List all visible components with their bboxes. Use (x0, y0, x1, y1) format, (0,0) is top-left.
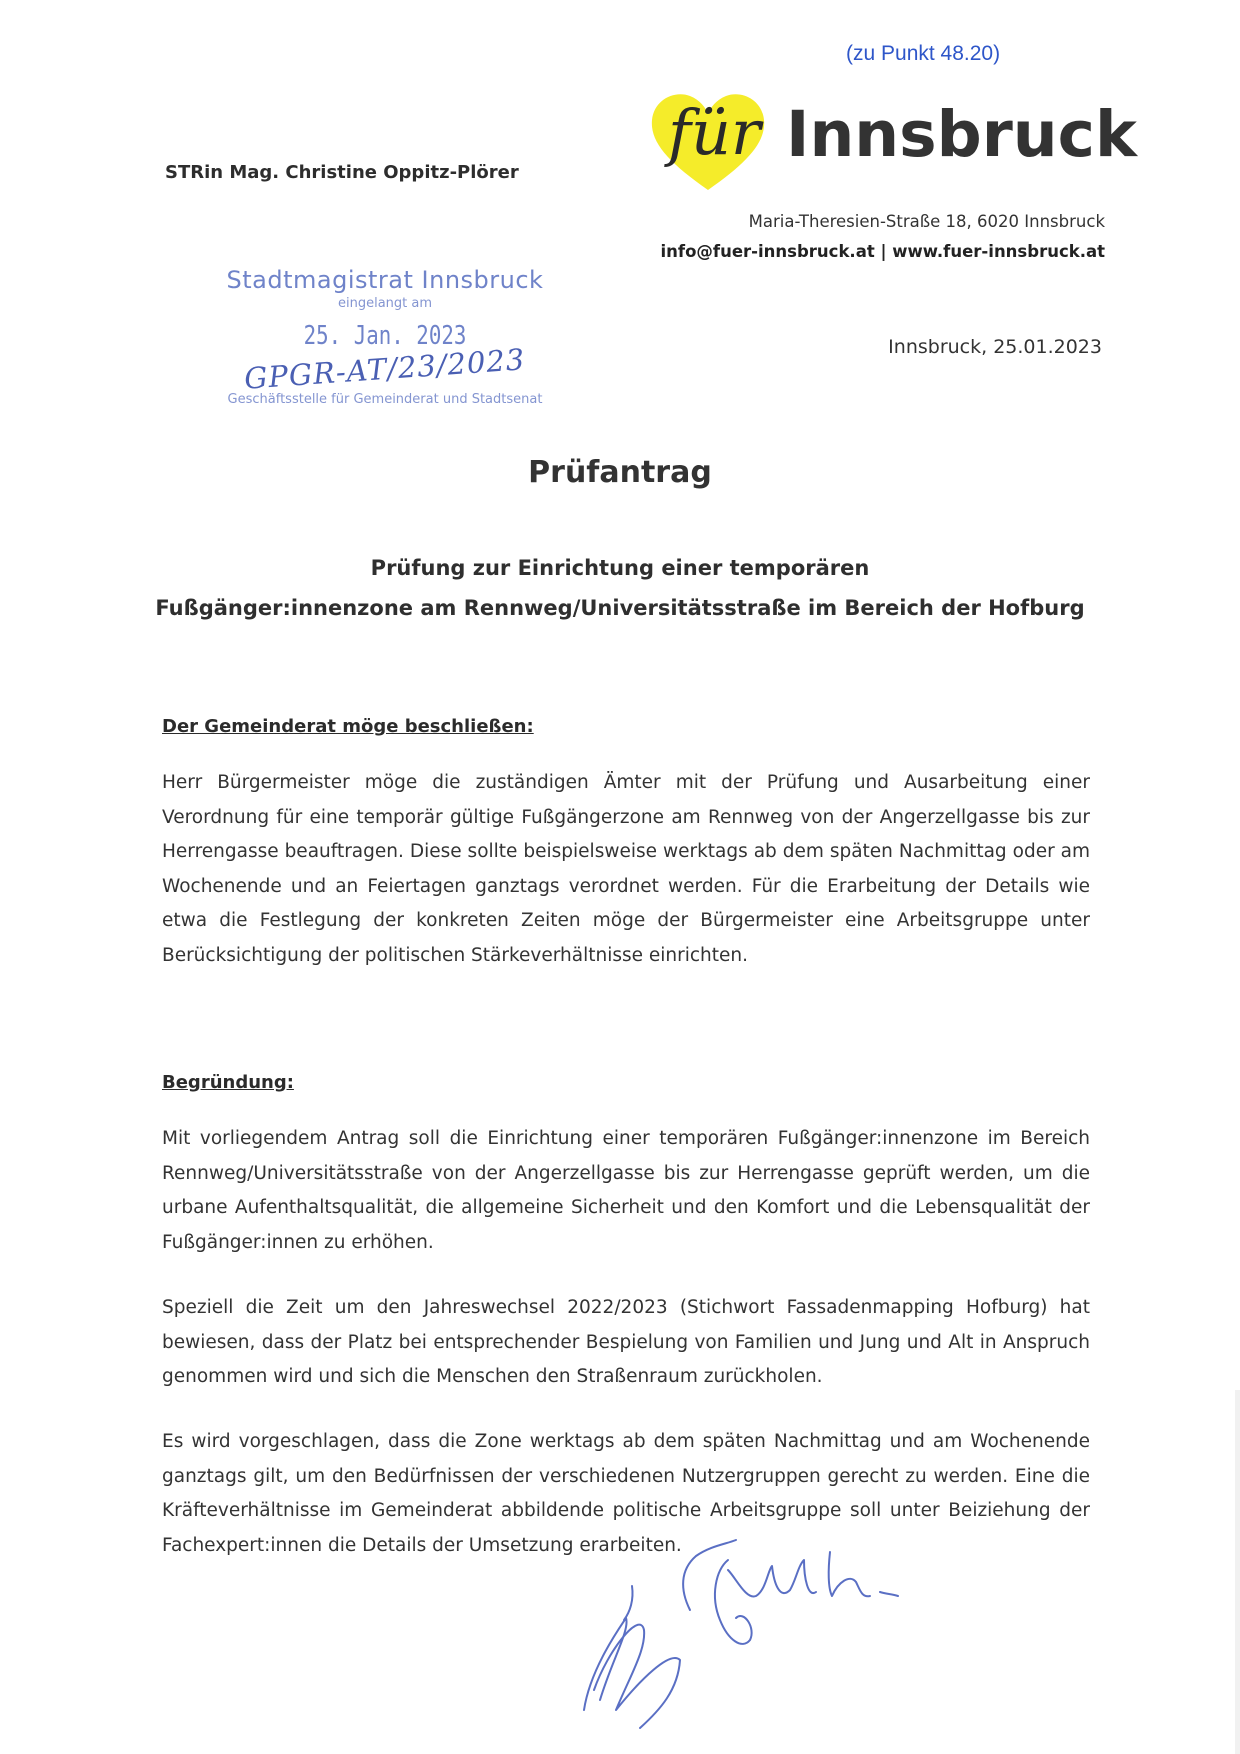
logo-city-name: Innsbruck (786, 98, 1137, 171)
subtitle-line-1: Prüfung zur Einrichtung einer temporären (370, 556, 870, 580)
reasoning-paragraph: Es wird vorgeschlagen, dass die Zone werktags ab dem späten Nachmittag und am Wochenende ganztags gilt, um den Bedürfnissen der verschiedenen Nutzergruppen gerecht zu werden. Eine die Kräfteverhältnisse im Gemeinderat abbildende politische Arbeitsgruppe soll unter Beiziehung der Fachexpert:innen die Details der Umsetzung erarbeiten. (162, 1431, 1090, 1556)
subtitle-line-2: Fußgänger:innenzone am Rennweg/Universitätsstraße im Bereich der Hofburg (155, 596, 1085, 620)
resolution-text: Herr Bürgermeister möge die zuständigen Ämter mit der Prüfung und Ausarbeitung einer Verordnung für eine temporär gültige Fußgängerzone am Rennweg von der Angerzellgasse bis zur Herrengasse beauftragen. Diese sollte beispielsweise werktags ab dem späten Nachmittag oder am Wochenende und an Feiertagen ganztags verordnet werden. Für die Erarbeitung der Details wie etwa die Festlegung der konkreten Zeiten möge der Bürgermeister eine Arbeitsgruppe unter Berücksichtigung der politischen Stärkeverhältnisse einrichten. (162, 772, 1090, 966)
author-name: STRin Mag. Christine Oppitz-Plörer (165, 162, 519, 183)
document-date: Innsbruck, 25.01.2023 (888, 336, 1102, 358)
page-edge (1235, 1390, 1240, 1754)
reasoning-heading: Begründung: (162, 1072, 294, 1093)
sender-contacts: info@fuer-innsbruck.at | www.fuer-innsbruck.at (660, 242, 1105, 261)
handwritten-signature (560, 1500, 980, 1730)
stamp-authority: Stadtmagistrat Innsbruck (226, 266, 544, 294)
received-stamp (220, 266, 550, 426)
resolution-heading: Der Gemeinderat möge beschließen: (162, 716, 534, 737)
party-logo (648, 88, 1137, 198)
stamp-office: Geschäftsstelle für Gemeinderat und Stadtsenat (227, 392, 543, 407)
logo-prefix: für (668, 96, 761, 169)
document-subtitle (0, 548, 1240, 628)
reasoning-paragraph: Speziell die Zeit um den Jahreswechsel 2022/2023 (Stichwort Fassadenmapping Hofburg) hat bewiesen, dass der Platz bei entsprechender Bespielung von Familien und Jung und Alt in Anspruch genommen wird und sich die Menschen den Straßenraum zurückholen. (162, 1297, 1090, 1387)
document-title: Prüfantrag (528, 455, 712, 490)
stamp-date: 25. Jan. 2023 (303, 321, 467, 351)
sender-address: Maria-Theresien-Straße 18, 6020 Innsbruck (748, 212, 1105, 231)
reasoning-paragraph: Mit vorliegendem Antrag soll die Einrichtung einer temporären Fußgänger:innenzone im Bereich Rennweg/Universitätsstraße von der Angerzellgasse bis zur Herrengasse geprüft werden, um die urbane Aufenthaltsqualität, die allgemeine Sicherheit und den Komfort und die Lebensqualität der Fußgänger:innen zu erhöhen. (162, 1128, 1090, 1253)
stamp-reference-number: GPGR-AT/23/2023 (243, 342, 527, 396)
agenda-reference: (zu Punkt 48.20) (846, 42, 1001, 65)
stamp-received-label: eingelangt am (337, 296, 433, 311)
